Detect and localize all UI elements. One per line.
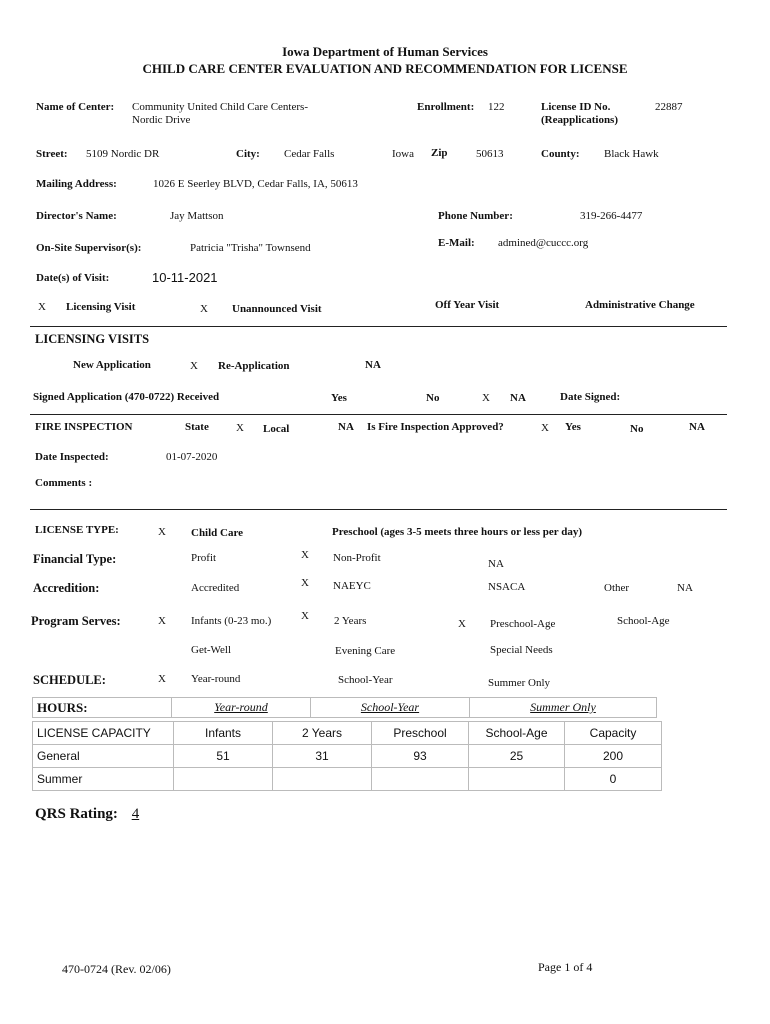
page-number: Page 1 of 4 xyxy=(538,960,593,974)
special-needs-label: Special Needs xyxy=(490,644,553,656)
table-cell xyxy=(469,768,565,791)
school-year-label: School-Year xyxy=(338,674,393,686)
supervisor-value: Patricia "Trisha" Townsend xyxy=(190,242,311,254)
fire-state-label: State xyxy=(185,421,209,433)
licensing-visits-heading: LICENSING VISITS xyxy=(35,332,150,346)
street-label: Street: xyxy=(36,148,68,160)
child-care-mark: X xyxy=(158,526,166,538)
city-label: City: xyxy=(236,148,260,160)
phone-value: 319-266-4477 xyxy=(580,210,643,222)
hours-col-summer-only: Summer Only xyxy=(470,698,657,718)
qrs-rating xyxy=(35,806,149,823)
hours-label: HOURS: xyxy=(33,698,172,718)
center-name-line1: Community United Child Care Centers- xyxy=(132,101,308,113)
city-value: Cedar Falls xyxy=(284,148,335,160)
non-profit-label: Non-Profit xyxy=(333,552,381,564)
qrs-value: 4 xyxy=(131,806,140,822)
signed-na: NA xyxy=(510,392,526,404)
table-cell: 200 xyxy=(565,745,662,768)
fire-approved-na: NA xyxy=(689,421,705,433)
table-cell: General xyxy=(33,745,174,768)
comments-label: Comments : xyxy=(35,477,93,489)
email-label: E-Mail: xyxy=(438,237,475,249)
zip-value: 50613 xyxy=(476,148,504,160)
signed-yes: Yes xyxy=(331,392,347,404)
two-years-label: 2 Years xyxy=(334,615,367,627)
admin-change-label: Administrative Change xyxy=(585,299,695,311)
table-cell: 25 xyxy=(469,745,565,768)
agency-title: Iowa Department of Human Services xyxy=(282,44,488,59)
fire-approved-question: Is Fire Inspection Approved? xyxy=(367,421,504,433)
preschool-label: Preschool (ages 3-5 meets three hours or less per day) xyxy=(332,526,583,538)
infants-label: Infants (0-23 mo.) xyxy=(191,615,272,627)
fire-yes-mark: X xyxy=(541,422,549,434)
hours-col-school-year: School-Year xyxy=(311,698,470,718)
hours-row xyxy=(33,698,657,718)
form-title: CHILD CARE CENTER EVALUATION AND RECOMMENDATION FOR LICENSE xyxy=(142,61,628,76)
date-inspected-value: 01-07-2020 xyxy=(166,451,218,463)
fire-no: No xyxy=(630,423,644,435)
table-cell: 31 xyxy=(273,745,372,768)
nsaca-label: NSACA xyxy=(488,581,526,593)
child-care-label: Child Care xyxy=(191,527,244,539)
license-id-sublabel: (Reapplications) xyxy=(541,114,618,126)
fire-yes: Yes xyxy=(565,421,581,433)
license-capacity-table xyxy=(32,721,662,791)
evening-care-label: Evening Care xyxy=(335,645,396,657)
licensing-visit-label: Licensing Visit xyxy=(66,301,136,313)
hours-col-year-round: Year-round xyxy=(172,698,311,718)
enrollment-value: 122 xyxy=(488,101,505,113)
signed-na-mark: X xyxy=(482,392,490,404)
fire-inspection-heading: FIRE INSPECTION xyxy=(35,421,133,433)
infants-mark: X xyxy=(158,615,166,627)
phone-label: Phone Number: xyxy=(438,210,513,222)
email-value: admined@cuccc.org xyxy=(498,237,589,249)
mailing-value: 1026 E Seerley BLVD, Cedar Falls, IA, 50613 xyxy=(153,178,358,190)
table-row xyxy=(33,768,662,791)
preschool-age-mark: X xyxy=(458,618,466,630)
get-well-label: Get-Well xyxy=(191,644,232,656)
table-cell: 51 xyxy=(174,745,273,768)
fire-na: NA xyxy=(338,421,354,433)
off-year-visit-label: Off Year Visit xyxy=(435,299,500,311)
naeyc-label: NAEYC xyxy=(333,580,371,592)
table-cell xyxy=(273,768,372,791)
license-id-label: License ID No. xyxy=(541,101,611,113)
supervisor-label: On-Site Supervisor(s): xyxy=(36,242,142,254)
re-application-mark: X xyxy=(190,360,198,372)
financial-type-label: Financial Type: xyxy=(33,552,117,566)
table-cell: Summer xyxy=(33,768,174,791)
table-header-cell: LICENSE CAPACITY xyxy=(33,722,174,745)
signed-application-label: Signed Application (470-0722) Received xyxy=(33,391,220,403)
unannounced-visit-label: Unannounced Visit xyxy=(232,303,322,315)
director-label: Director's Name: xyxy=(36,210,117,222)
licensing-visit-mark: X xyxy=(38,301,46,313)
financial-na: NA xyxy=(488,558,504,570)
school-age-label: School-Age xyxy=(617,615,670,627)
accreditation-na: NA xyxy=(677,582,693,594)
table-cell xyxy=(174,768,273,791)
non-profit-mark: X xyxy=(301,549,309,561)
table-header-cell: School-Age xyxy=(469,722,565,745)
signed-no: No xyxy=(426,392,440,404)
profit-label: Profit xyxy=(191,552,217,564)
table-row xyxy=(33,745,662,768)
year-round-label: Year-round xyxy=(191,673,241,685)
section-divider xyxy=(30,326,727,327)
enrollment-label: Enrollment: xyxy=(417,101,475,113)
licensing-na: NA xyxy=(365,359,381,371)
re-application-label: Re-Application xyxy=(218,360,290,372)
license-id-value: 22887 xyxy=(655,101,683,113)
form-number: 470-0724 (Rev. 02/06) xyxy=(62,962,171,976)
table-header-cell: Infants xyxy=(174,722,273,745)
county-label: County: xyxy=(541,148,580,160)
section-divider xyxy=(30,509,727,510)
table-header-cell: Preschool xyxy=(372,722,469,745)
accreditation-label: Accredition: xyxy=(33,581,100,595)
fire-local-label: Local xyxy=(263,423,290,435)
summer-only-label: Summer Only xyxy=(488,677,551,689)
program-serves-label: Program Serves: xyxy=(31,614,121,628)
preschool-age-label: Preschool-Age xyxy=(490,618,556,630)
section-divider xyxy=(30,414,727,415)
fire-local-mark: X xyxy=(236,422,244,434)
date-signed-label: Date Signed: xyxy=(560,391,621,403)
hours-table xyxy=(32,697,657,718)
table-header-cell: Capacity xyxy=(565,722,662,745)
state-value: Iowa xyxy=(392,148,414,160)
date-inspected-label: Date Inspected: xyxy=(35,451,109,463)
unannounced-visit-mark: X xyxy=(200,303,208,315)
mailing-label: Mailing Address: xyxy=(36,178,117,190)
new-application-label: New Application xyxy=(73,359,151,371)
zip-label: Zip xyxy=(431,147,448,159)
qrs-label: QRS Rating: xyxy=(35,806,118,822)
center-name-label: Name of Center: xyxy=(36,101,115,113)
table-cell: 93 xyxy=(372,745,469,768)
table-header-cell: 2 Years xyxy=(273,722,372,745)
visit-date-value: 10-11-2021 xyxy=(152,270,218,285)
year-round-mark: X xyxy=(158,673,166,685)
director-value: Jay Mattson xyxy=(170,210,224,222)
visit-date-label: Date(s) of Visit: xyxy=(36,272,110,284)
accredited-label: Accredited xyxy=(191,582,240,594)
schedule-label: SCHEDULE: xyxy=(33,673,106,687)
naeyc-mark: X xyxy=(301,577,309,589)
street-value: 5109 Nordic DR xyxy=(86,148,160,160)
other-label: Other xyxy=(604,582,630,594)
county-value: Black Hawk xyxy=(604,148,659,160)
table-cell xyxy=(372,768,469,791)
table-header-row xyxy=(33,722,662,745)
center-name-line2: Nordic Drive xyxy=(132,114,191,126)
table-cell: 0 xyxy=(565,768,662,791)
license-type-label: LICENSE TYPE: xyxy=(35,524,119,536)
two-years-mark: X xyxy=(301,610,309,622)
